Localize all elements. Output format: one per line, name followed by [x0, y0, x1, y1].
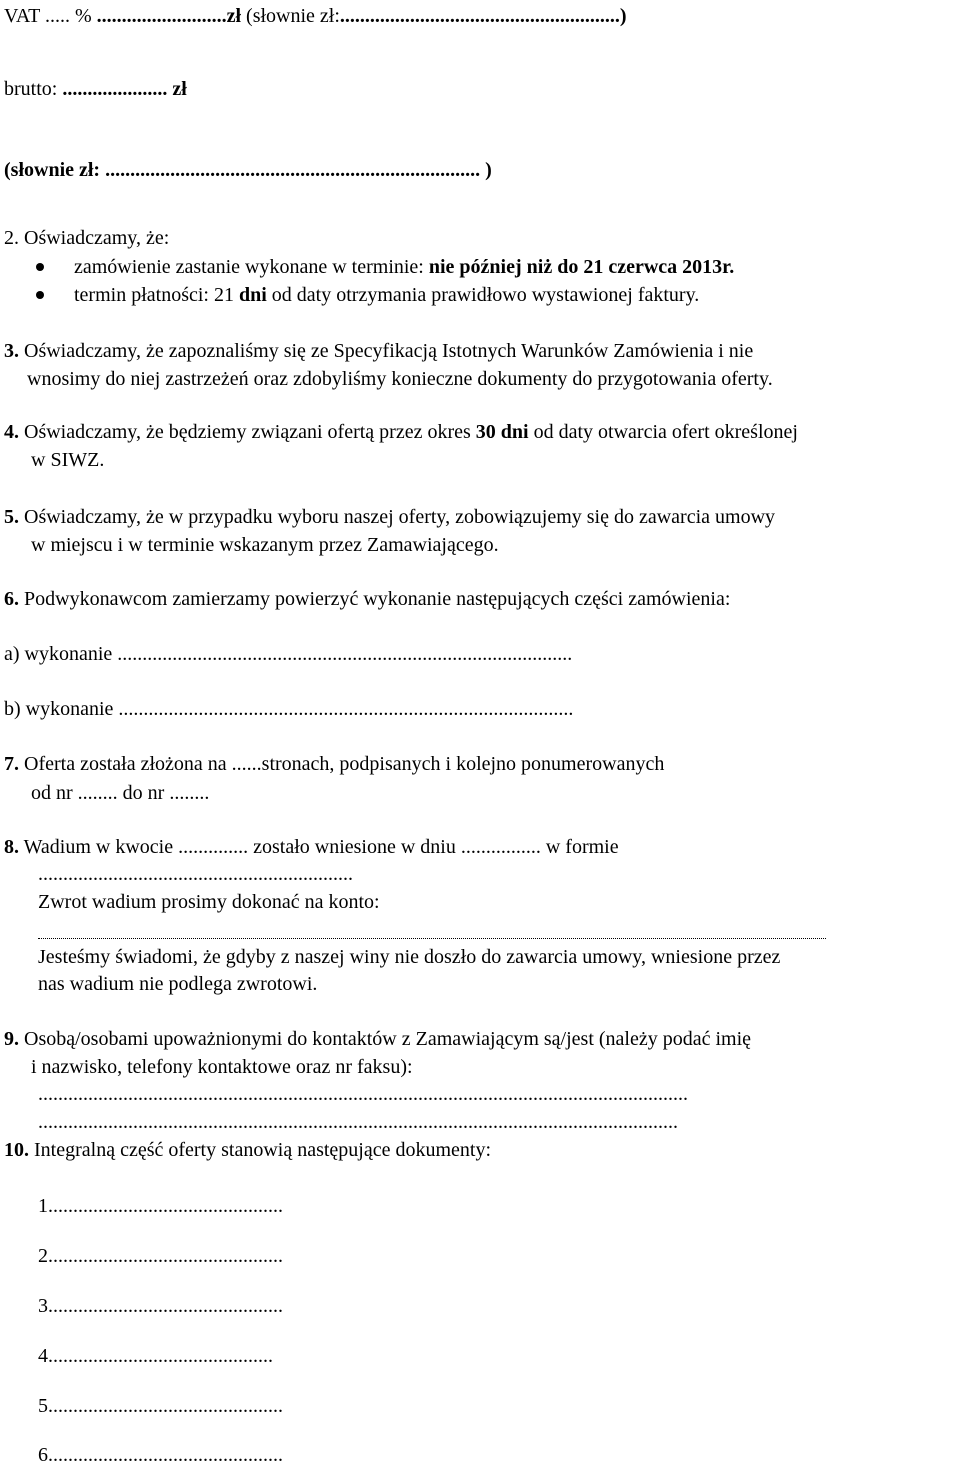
section-8-text-1: Wadium w kwocie .............. zostało wniesione w dniu ................ w formie: [19, 836, 619, 858]
section-3-text-1: Oświadczamy, że zapoznaliśmy się ze Specyfikacją Istotnych Warunków Zamówienia i nie: [19, 340, 754, 362]
section-9-text-1: Osobą/osobami upoważnionymi do kontaktów z Zamawiającym są/jest (należy podać imię: [19, 1028, 752, 1050]
section-7-number: 7.: [4, 753, 19, 775]
section-4-line-2: w SIWZ.: [31, 449, 105, 471]
bullet-icon: [36, 263, 44, 271]
document-list-item: 6...............................................: [38, 1444, 283, 1466]
bullet-2-days: dni: [238, 284, 267, 306]
brutto-amount: ..................... zł: [62, 78, 187, 100]
account-number-blank-line: [38, 938, 826, 939]
section-4-line-1: [4, 420, 798, 444]
slownie-label: (słownie zł:: [4, 159, 101, 181]
section-6-heading: [4, 587, 730, 611]
section-10-text: Integralną część oferty stanowią następujące dokumenty:: [29, 1139, 492, 1161]
bullet-icon: [36, 291, 44, 299]
bullet-2-text-b: od daty otrzymania prawidłowo wystawionej faktury.: [266, 284, 700, 306]
document-list-item: 2...............................................: [38, 1245, 283, 1267]
section-3-number: 3.: [4, 340, 19, 362]
bullet-1-text: zamówienie zastanie wykonane w terminie:: [74, 256, 429, 278]
section-4-number: 4.: [4, 421, 19, 443]
section-4-days: 30 dni: [475, 421, 529, 443]
section-8-line-1: [4, 835, 619, 859]
section-6-item-a: a) wykonanie ...........................................................................................: [4, 643, 573, 665]
section-7-line-2: od nr ........ do nr ........: [31, 782, 210, 804]
section-10-heading: [4, 1138, 491, 1162]
document-list-item: 5...............................................: [38, 1395, 283, 1417]
section-9-line-2: i nazwisko, telefony kontaktowe oraz nr faksu):: [31, 1056, 413, 1078]
section-4-text-a: Oświadczamy, że będziemy związani ofertą przez okres: [19, 421, 476, 443]
section-8-line-2: ...............................................................: [38, 863, 353, 885]
document-list-item: 3...............................................: [38, 1295, 283, 1317]
slownie-blank: ........................................................................... ): [100, 159, 492, 181]
section-2-heading: [4, 226, 169, 250]
section-5-text-1: Oświadczamy, że w przypadku wyboru naszej oferty, zobowiązujemy się do zawarcia umowy: [19, 506, 776, 528]
section-6-number: 6.: [4, 588, 19, 610]
section-8-line-5: Jesteśmy świadomi, że gdyby z naszej winy nie doszło do zawarcia umowy, wniesione przez: [38, 946, 781, 968]
section-6-item-b: b) wykonanie ...........................................................................................: [4, 698, 574, 720]
section-9-line-4: ................................................................................................................................: [38, 1111, 678, 1133]
section-9-number: 9.: [4, 1028, 19, 1050]
vat-amount: ..........................zł: [96, 5, 242, 27]
bullet-1-deadline: nie później niż do 21 czerwca 2013r.: [428, 256, 735, 278]
section-7-line-1: [4, 752, 664, 776]
section-3-line-1: [4, 339, 753, 363]
section-8-line-3: Zwrot wadium prosimy dokonać na konto:: [38, 891, 380, 913]
brutto-label: brutto:: [4, 78, 63, 100]
section-2-text: Oświadczamy, że:: [19, 227, 170, 249]
vat-slownie-blank: ........................................................): [339, 5, 627, 27]
section-8-line-6: nas wadium nie podlega zwrotowi.: [38, 973, 318, 995]
section-5-line-1: [4, 505, 775, 529]
section-8-number: 8.: [4, 836, 19, 858]
bullet-2-text-a: termin płatności: 21: [74, 284, 239, 306]
section-6-text: Podwykonawcom zamierzamy powierzyć wykonanie następujących części zamówienia:: [19, 588, 731, 610]
document-list-item: 1...............................................: [38, 1195, 283, 1217]
vat-slownie-label: (słownie zł:: [241, 5, 340, 27]
section-10-number: 10.: [4, 1139, 29, 1161]
section-2-bullet-1: [74, 255, 734, 279]
section-5-line-2: w miejscu i w terminie wskazanym przez Zamawiającego.: [31, 534, 499, 556]
section-9-line-1: [4, 1027, 751, 1051]
slownie-line: [4, 158, 492, 182]
vat-line: [4, 4, 627, 28]
section-5-number: 5.: [4, 506, 19, 528]
vat-label: VAT ..... %: [4, 5, 97, 27]
section-7-text-1: Oferta została złożona na ......stronach, podpisanych i kolejno ponumerowanych: [19, 753, 665, 775]
section-4-text-b: od daty otwarcia ofert określonej: [528, 421, 798, 443]
section-3-line-2: wnosimy do niej zastrzeżeń oraz zdobyliśmy konieczne dokumenty do przygotowania oferty.: [27, 368, 773, 390]
section-9-line-3: ..................................................................................................................................: [38, 1083, 688, 1105]
section-2-number: 2.: [4, 227, 19, 249]
brutto-line: [4, 77, 187, 101]
document-list-item: 4.............................................: [38, 1345, 273, 1367]
section-2-bullet-2: [74, 283, 699, 307]
